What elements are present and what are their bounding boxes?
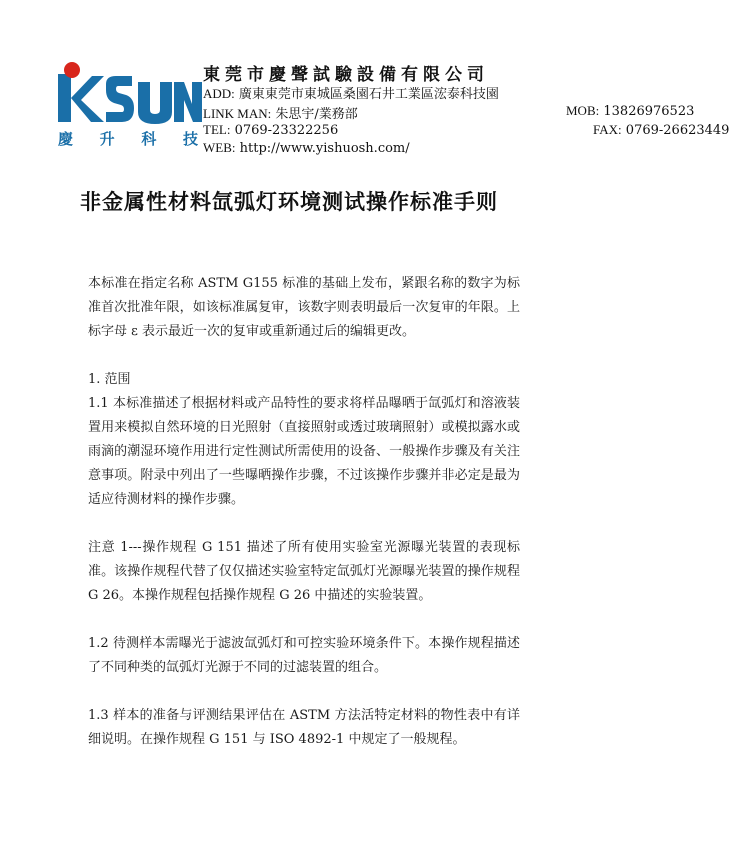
fax-value: 0769-26623449 [625, 123, 729, 138]
intro-paragraph: 本标准在指定名称 ASTM G155 标准的基础上发布，紧跟名称的数字为标准首次批准年限，如该标准属复审，该数字则表明最后一次复审的年限。上标字母 ε 表示最近一次的复审或重新通过后的编辑更改。 [88, 276, 520, 339]
logo-char: 升 [99, 130, 115, 148]
link-man-value: 朱思宇/業務部 [275, 107, 358, 122]
logo-char: 技 [182, 130, 198, 148]
logo-chinese-name [58, 128, 198, 149]
address-label: ADD: [203, 86, 235, 101]
fax-label: FAX: [593, 122, 622, 137]
document-body [88, 272, 520, 752]
note-1-paragraph: 注意 1---操作规程 G 151 描述了所有使用实验室光源曝光装置的表现标准。该操作规程代替了仅仅描述实验室特定氙弧灯光源曝光装置的操作规程 G 26。本操作规程包括操作规程 G 26 中描述的实验装置。 [88, 540, 520, 603]
paragraph-1-3: 1.3 样本的准备与评测结果评估在 ASTM 方法活特定材料的物性表中有详细说明。在操作规程 G 151 与 ISO 4892-1 中规定了一般规程。 [88, 708, 520, 747]
company-name: 東莞市慶聲試驗設備有限公司 [203, 65, 489, 85]
document-title: 非金属性材料氙弧灯环境测试操作标准手则 [80, 190, 498, 214]
ksun-logo [52, 62, 202, 152]
web-line [203, 140, 410, 156]
paragraph-1-1: 1.1 本标准描述了根据材料或产品特性的要求将样品曝晒于氙弧灯和溶液装置用来模拟自然环境的日光照射（直接照射或透过玻璃照射）或模拟露水或雨滴的潮湿环境作用进行定性测试所需使用的设备、一般操作步骤及有关注意事项。附录中列出了一些曝晒操作步骤，不过该操作步骤并非必定是最为适应待测材料的操作步骤。 [88, 396, 520, 507]
section-heading-scope: 1. 范围 [88, 372, 131, 387]
mobile-label: MOB: [566, 103, 600, 118]
address-value: 廣東東莞市東城區桑園石井工業區浤泰科技園 [238, 87, 499, 102]
paragraph-1-2: 1.2 待测样本需曝光于滤波氙弧灯和可控实验环境条件下。本操作规程描述了不同种类的氙弧灯光源于不同的过滤装置的组合。 [88, 636, 520, 675]
address-line [203, 83, 499, 102]
logo-char: 慶 [58, 130, 74, 148]
contact-line [203, 103, 695, 122]
phone-line [203, 122, 729, 138]
logo-char: 科 [141, 130, 157, 148]
mobile-group [566, 103, 694, 119]
ksun-logo-graphic [52, 62, 202, 124]
fax-group [593, 122, 729, 138]
mobile-value: 13826976523 [603, 104, 695, 119]
web-label: WEB: [203, 140, 236, 155]
link-man-label: LINK MAN: [203, 106, 272, 121]
letterhead [0, 0, 729, 160]
tel-label: TEL: [203, 122, 231, 137]
tel-value: 0769-23322256 [234, 123, 339, 138]
web-link[interactable]: http://www.yishuosh.com/ [239, 141, 410, 156]
